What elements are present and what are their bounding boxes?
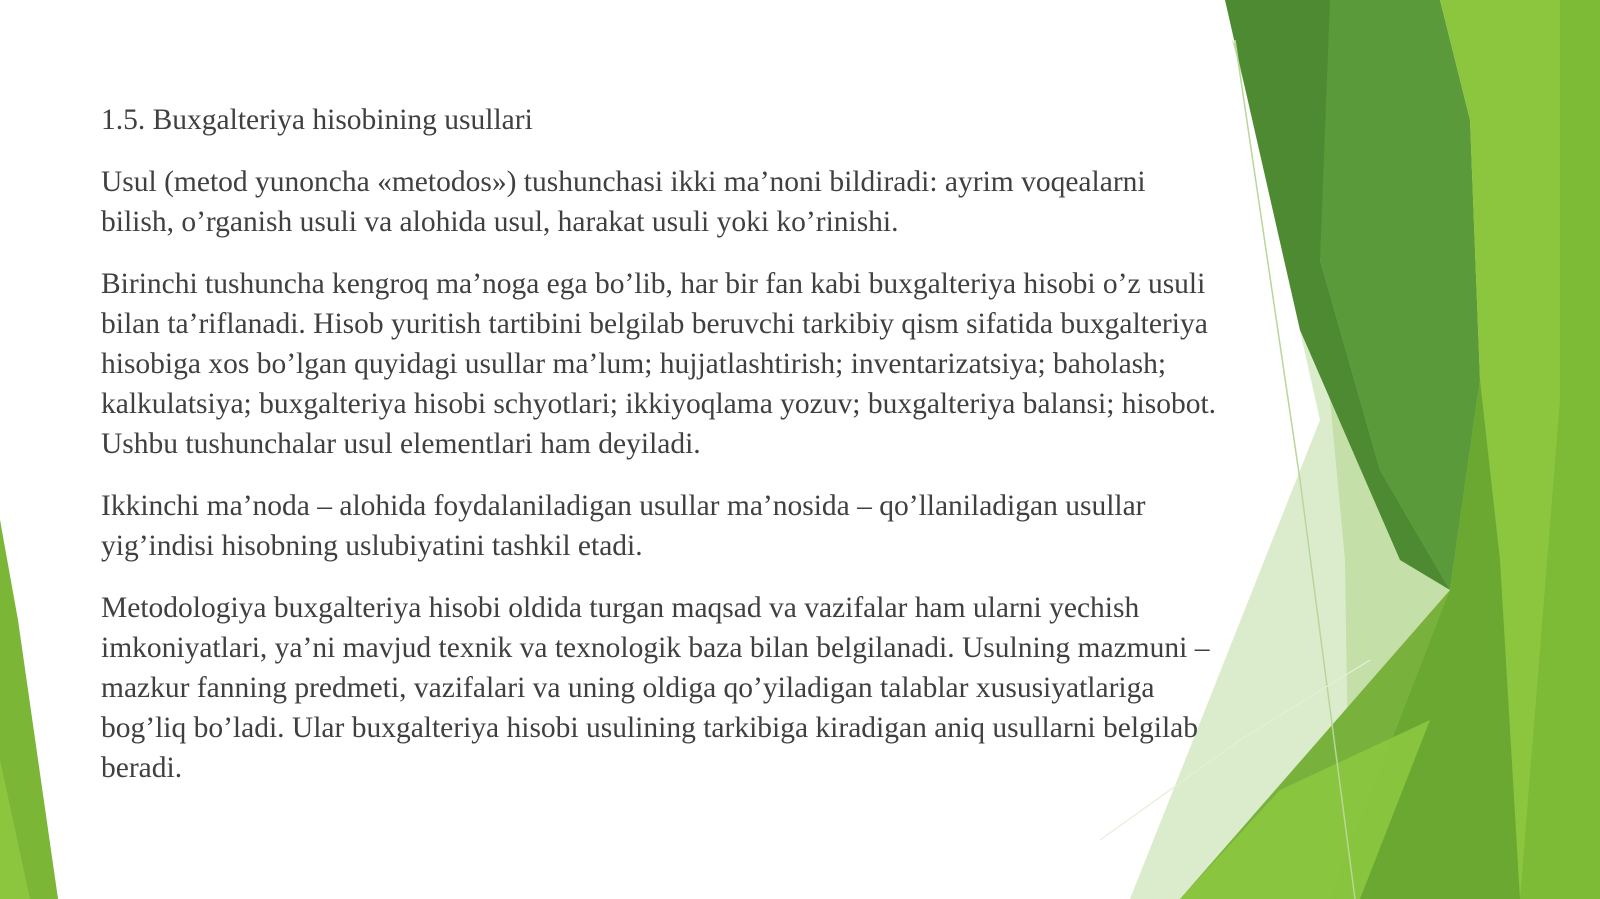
text-line: Usul (metod yunoncha «metodos») tushunchasi ikki ma’noni bildiradi: ayrim voqealarni xyxy=(101,166,1146,198)
text-line: bog’liq bo’ladi. Ular buxgalteriya hisobi usulining tarkibiga kiradigan aniq usullarni belgilab xyxy=(101,712,1199,744)
text-line: Ikkinchi ma’noda – alohida foydalaniladigan usullar ma’nosida – qo’llaniladigan usullar xyxy=(101,490,1146,522)
text-line: beradi. xyxy=(101,752,183,784)
text-line: bilan ta’riflanadi. Hisob yuritish tartibini belgilab beruvchi tarkibiy qism sifatida buxgalteriya xyxy=(101,308,1208,340)
slide-content xyxy=(101,100,1381,810)
text-line: mazkur fanning predmeti, vazifalari va uning oldiga qo’yiladigan talablar xususiyatlariga xyxy=(101,672,1155,704)
text-line: Ushbu tushunchalar usul elementlari ham deyiladi. xyxy=(101,428,701,460)
text-line: imkoniyatlari, ya’ni mavjud texnik va texnologik baza bilan belgilanadi. Usulning mazmuni – xyxy=(101,632,1210,664)
text-line: yig’indisi hisobning uslubiyatini tashkil etadi. xyxy=(101,530,643,562)
text-line: bilish, o’rganish usuli va alohida usul, harakat usuli yoki ko’rinishi. xyxy=(101,206,899,238)
slide-heading: 1.5. Buxgalteriya hisobining usullari xyxy=(101,104,533,136)
paragraph-methodology xyxy=(101,588,1381,788)
text-line: kalkulatsiya; buxgalteriya hisobi schyotlari; ikkiyoqlama yozuv; buxgalteriya balansi; hisobot. xyxy=(101,388,1217,420)
text-line: Metodologiya buxgalteriya hisobi oldida turgan maqsad va vazifalar ham ularni yechish xyxy=(101,592,1140,624)
paragraph-first-meaning xyxy=(101,264,1381,464)
paragraph-second-meaning xyxy=(101,486,1381,566)
text-line: Birinchi tushuncha kengroq ma’noga ega bo’lib, har bir fan kabi buxgalteriya hisobi o’z usuli xyxy=(101,268,1206,300)
text-line: hisobiga xos bo’lgan quyidagi usullar ma’lum; hujjatlashtirish; inventarizatsiya; baholash; xyxy=(101,348,1167,380)
paragraph-usul-definition xyxy=(101,162,1381,242)
